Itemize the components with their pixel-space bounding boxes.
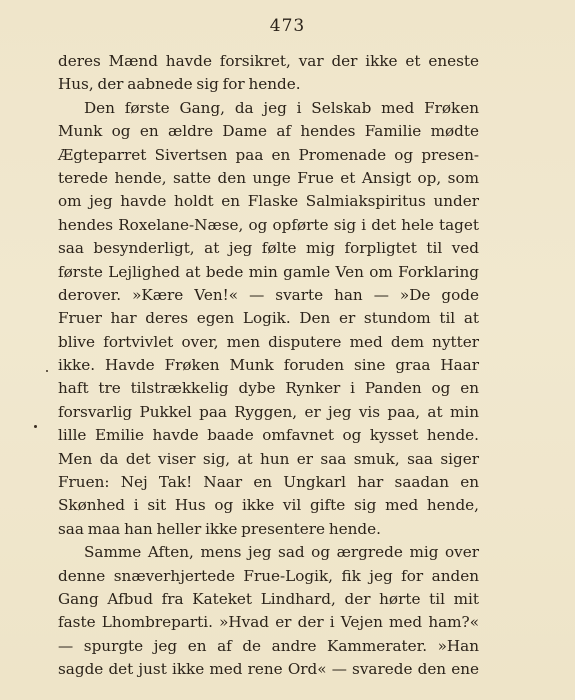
text-line: faste Lhombreparti. »Hvad er der i Vejen med ham?«	[58, 613, 479, 632]
text-line: Gang Afbud fra Kateket Lindhard, der hørte til mit	[58, 589, 479, 608]
text-line: terede hende, satte den unge Frue et Ansigt op, som	[58, 168, 479, 187]
text-line: Fruen: Nej Tak! Naar en Ungkarl har saadan en	[58, 473, 479, 492]
text-line: hendes Roxelane-Næse, og opførte sig i det hele taget	[58, 215, 479, 234]
text-line: Den første Gang, da jeg i Selskab med Frøken	[84, 98, 479, 117]
body-text	[58, 50, 479, 682]
text-line: ikke. Havde Frøken Munk foruden sine graa Haar	[58, 356, 479, 375]
text-line: Men da det viser sig, at hun er saa smuk, saa siger	[58, 449, 479, 468]
text-line: — spurgte jeg en af de andre Kammerater. »Han	[58, 636, 479, 655]
text-line: forsvarlig Pukkel paa Ryggen, er jeg vis paa, at min	[58, 402, 479, 421]
text-line: haft tre tilstrækkelig dybe Rynker i Panden og en	[58, 379, 479, 398]
text-line: Fruer har deres egen Logik. Den er stundom til at	[58, 309, 479, 328]
text-line: Munk og en ældre Dame af hendes Familie mødte	[58, 122, 479, 141]
text-line: deres Mænd havde forsikret, var der ikke et eneste	[58, 52, 479, 70]
text-line: blive fortvivlet over, men disputere med dem nytter	[58, 332, 479, 351]
text-line: om jeg havde holdt en Flaske Salmiakspiritus under	[58, 192, 479, 211]
text-line: derover. »Kære Ven!« — svarte han — »De gode	[58, 285, 479, 304]
page-number: 473	[269, 16, 306, 36]
text-line: første Lejlighed at bede min gamle Ven om Forklaring	[58, 262, 479, 281]
text-line: saa maa han heller ikke presentere hende.	[58, 519, 381, 538]
text-line: sagde det just ikke med rene Ord« — svarede den ene	[58, 660, 479, 679]
text-line: Ægteparret Sivertsen paa en Promenade og presen-	[58, 145, 479, 164]
text-line: Samme Aften, mens jeg sad og ærgrede mig over	[84, 543, 479, 562]
text-line: denne snæverhjertede Frue-Logik, fik jeg for anden	[58, 566, 479, 585]
text-line: Skønhed i sit Hus og ikke vil gifte sig med hende,	[58, 496, 479, 515]
text-line: saa besynderligt, at jeg følte mig forpligtet til ved	[58, 239, 479, 258]
text-line: Hus, der aabnede sig for hende.	[58, 75, 301, 94]
ink-speck	[34, 425, 37, 428]
ink-speck	[46, 370, 48, 372]
text-line: lille Emilie havde baade omfavnet og kysset hende.	[58, 426, 479, 445]
